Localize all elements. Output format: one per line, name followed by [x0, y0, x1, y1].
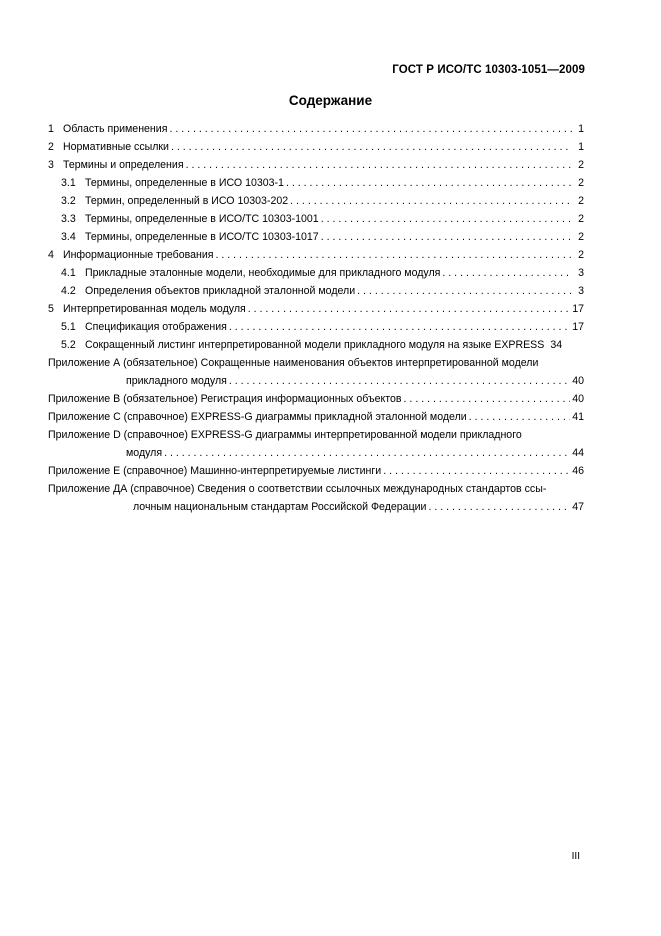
- toc-title: Содержание: [288, 93, 373, 108]
- toc-entry-1[interactable]: 1 Область применения . . . 1: [48, 120, 584, 138]
- page-number: III: [571, 851, 580, 862]
- toc-entry-3-3[interactable]: 3.3 Термины, определенные в ИСО/ТС 10303-1001 . . . 2: [48, 210, 584, 228]
- toc-entry-appendix-d-cont[interactable]: модуля . . . 44: [48, 444, 584, 462]
- toc-entry-5[interactable]: 5 Интерпретированная модель модуля . . . 17: [48, 300, 584, 318]
- toc-entry-appendix-b[interactable]: Приложение В (обязательное) Регистрация информационных объектов . . . 40: [48, 390, 584, 408]
- toc-entry-appendix-d[interactable]: Приложение D (справочное) EXPRESS-G диаграммы интерпретированной модели прикладного: [48, 429, 522, 441]
- table-of-contents: [48, 120, 584, 516]
- toc-entry-3-2[interactable]: 3.2 Термин, определенный в ИСО 10303-202 . . . 2: [48, 192, 584, 210]
- toc-entry-2[interactable]: 2 Нормативные ссылки . . . 1: [48, 138, 584, 156]
- toc-entry-3-1[interactable]: 3.1 Термины, определенные в ИСО 10303-1 . . . 2: [48, 174, 584, 192]
- toc-entry-appendix-c[interactable]: Приложение С (справочное) EXPRESS-G диаграммы прикладной эталонной модели . . . 41: [48, 408, 584, 426]
- toc-entry-4[interactable]: 4 Информационные требования . . . 2: [48, 246, 584, 264]
- toc-entry-4-2[interactable]: 4.2 Определения объектов прикладной эталонной модели . . . 3: [48, 282, 584, 300]
- toc-entry-appendix-a[interactable]: Приложение А (обязательное) Сокращенные наименования объектов интерпретированной модели: [48, 357, 539, 369]
- toc-entry-3[interactable]: 3 Термины и определения . . . 2: [48, 156, 584, 174]
- standard-header: ГОСТ Р ИСО/ТС 10303-1051—2009: [392, 64, 585, 76]
- toc-entry-5-1[interactable]: 5.1 Спецификация отображения . . . 17: [48, 318, 584, 336]
- toc-entry-appendix-a-cont[interactable]: прикладного модуля . . . 40: [48, 372, 584, 390]
- toc-entry-4-1[interactable]: 4.1 Прикладные эталонные модели, необходимые для прикладного модуля . . . 3: [48, 264, 584, 282]
- toc-entry-3-4[interactable]: 3.4 Термины, определенные в ИСО/ТС 10303-1017 . . . 2: [48, 228, 584, 246]
- toc-entry-5-2[interactable]: 5.2 Сокращенный листинг интерпретированной модели прикладного модуля на языке EXPRESS 34: [61, 339, 563, 351]
- toc-entry-appendix-da-cont[interactable]: лочным национальным стандартам Российской Федерации . . . 47: [48, 498, 584, 516]
- toc-entry-appendix-da[interactable]: Приложение ДА (справочное) Сведения о соответствии ссылочных международных стандартов ссы-: [48, 483, 547, 495]
- toc-entry-appendix-e[interactable]: Приложение Е (справочное) Машинно-интерпретируемые листинги . . . 46: [48, 462, 584, 480]
